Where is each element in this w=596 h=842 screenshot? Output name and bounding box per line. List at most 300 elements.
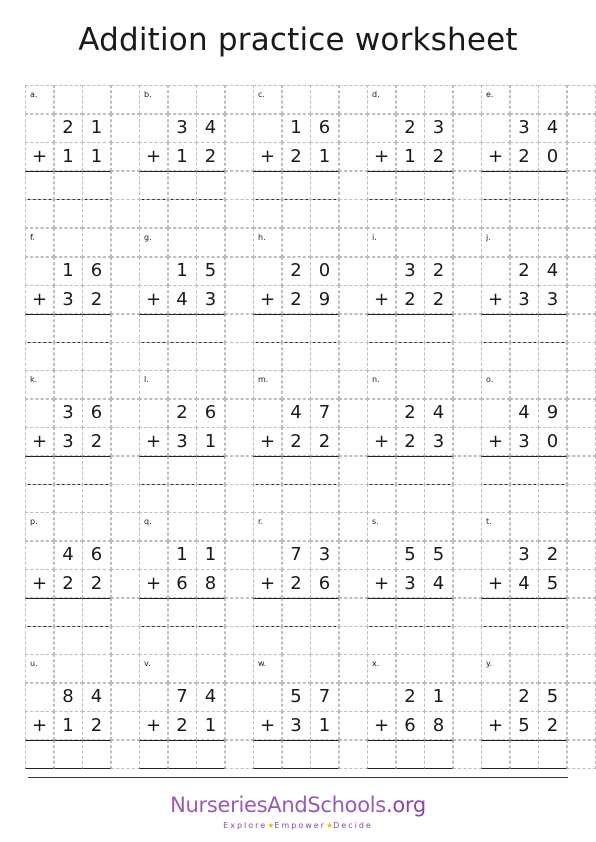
addend-digit: 2 bbox=[424, 142, 453, 171]
grid-cell bbox=[310, 512, 339, 541]
grid-cell bbox=[538, 626, 567, 655]
grid-cell bbox=[282, 228, 311, 257]
addend-digit: 6 bbox=[82, 399, 111, 428]
grid-cell bbox=[111, 598, 140, 627]
problem-label: g. bbox=[139, 228, 168, 257]
grid-cell bbox=[111, 427, 140, 456]
grid-cell bbox=[310, 456, 339, 485]
grid-cell bbox=[367, 399, 396, 428]
grid-cell bbox=[82, 228, 111, 257]
tagline-decide: Decide bbox=[333, 821, 373, 830]
grid-cell bbox=[196, 199, 225, 228]
grid-cell bbox=[253, 342, 282, 371]
grid-cell bbox=[54, 512, 83, 541]
grid-cell bbox=[310, 654, 339, 683]
grid-cell bbox=[253, 456, 282, 485]
addend-digit: 3 bbox=[54, 285, 83, 314]
grid-cell bbox=[424, 456, 453, 485]
addend-digit: 2 bbox=[538, 711, 567, 740]
grid-cell bbox=[453, 314, 482, 343]
addend-digit: 5 bbox=[282, 683, 311, 712]
grid-cell bbox=[453, 114, 482, 143]
grid-cell bbox=[282, 314, 311, 343]
grid-cell bbox=[111, 740, 140, 769]
grid-cell bbox=[339, 654, 368, 683]
grid-cell bbox=[339, 342, 368, 371]
grid-cell bbox=[282, 342, 311, 371]
star-icon: ★ bbox=[325, 821, 334, 830]
addend-digit: 7 bbox=[310, 683, 339, 712]
grid-cell bbox=[168, 598, 197, 627]
grid-cell bbox=[396, 370, 425, 399]
addend-digit: 5 bbox=[538, 569, 567, 598]
problem-label: a. bbox=[25, 85, 54, 114]
problem-label: q. bbox=[139, 512, 168, 541]
grid-cell bbox=[538, 456, 567, 485]
grid-cell bbox=[253, 541, 282, 570]
plus-sign: + bbox=[139, 711, 168, 740]
grid-cell bbox=[196, 85, 225, 114]
addend-digit: 4 bbox=[510, 399, 539, 428]
addend-digit: 3 bbox=[510, 285, 539, 314]
grid-cell bbox=[82, 456, 111, 485]
addend-digit: 4 bbox=[82, 683, 111, 712]
grid-cell bbox=[196, 484, 225, 513]
grid-cell bbox=[168, 740, 197, 769]
grid-cell bbox=[111, 370, 140, 399]
addend-digit: 4 bbox=[54, 541, 83, 570]
grid-cell bbox=[25, 484, 54, 513]
addend-digit: 1 bbox=[196, 541, 225, 570]
grid-cell bbox=[111, 541, 140, 570]
grid-cell bbox=[139, 171, 168, 200]
addend-digit: 2 bbox=[396, 114, 425, 143]
grid-cell bbox=[196, 314, 225, 343]
grid-cell bbox=[339, 598, 368, 627]
grid-cell bbox=[225, 399, 254, 428]
plus-sign: + bbox=[253, 427, 282, 456]
addend-digit: 5 bbox=[396, 541, 425, 570]
grid-cell bbox=[510, 626, 539, 655]
grid-cell bbox=[396, 740, 425, 769]
addend-digit: 2 bbox=[54, 114, 83, 143]
problem-label: v. bbox=[139, 654, 168, 683]
grid-cell bbox=[453, 427, 482, 456]
grid-cell bbox=[225, 314, 254, 343]
grid-cell bbox=[510, 228, 539, 257]
addend-digit: 2 bbox=[310, 427, 339, 456]
grid-cell bbox=[139, 626, 168, 655]
grid-cell bbox=[567, 541, 596, 570]
grid-cell bbox=[54, 654, 83, 683]
tagline-explore: Explore bbox=[223, 821, 268, 830]
grid-cell bbox=[339, 399, 368, 428]
grid-cell bbox=[196, 342, 225, 371]
plus-sign: + bbox=[481, 285, 510, 314]
addend-digit: 2 bbox=[54, 569, 83, 598]
grid-cell bbox=[139, 740, 168, 769]
grid-cell bbox=[253, 114, 282, 143]
grid-cell bbox=[367, 484, 396, 513]
grid-cell bbox=[453, 711, 482, 740]
addend-digit: 3 bbox=[396, 257, 425, 286]
grid-cell bbox=[310, 598, 339, 627]
addend-digit: 1 bbox=[168, 142, 197, 171]
grid-cell bbox=[225, 484, 254, 513]
grid-cell bbox=[111, 257, 140, 286]
grid-cell bbox=[168, 314, 197, 343]
addend-digit: 6 bbox=[310, 114, 339, 143]
grid-cell bbox=[139, 199, 168, 228]
addend-digit: 2 bbox=[424, 257, 453, 286]
grid-cell bbox=[367, 626, 396, 655]
grid-cell bbox=[339, 427, 368, 456]
plus-sign: + bbox=[481, 711, 510, 740]
grid-cell bbox=[481, 740, 510, 769]
grid-cell bbox=[168, 85, 197, 114]
grid-cell bbox=[111, 484, 140, 513]
grid-cell bbox=[538, 484, 567, 513]
grid-cell bbox=[453, 399, 482, 428]
grid-cell bbox=[481, 484, 510, 513]
grid-cell bbox=[367, 314, 396, 343]
problem-label: h. bbox=[253, 228, 282, 257]
grid-cell bbox=[339, 114, 368, 143]
grid-cell bbox=[538, 314, 567, 343]
addend-digit: 3 bbox=[54, 399, 83, 428]
grid-cell bbox=[282, 740, 311, 769]
grid-cell bbox=[225, 142, 254, 171]
addend-digit: 3 bbox=[168, 427, 197, 456]
grid-cell bbox=[453, 228, 482, 257]
grid-cell bbox=[424, 370, 453, 399]
grid-cell bbox=[139, 314, 168, 343]
addend-digit: 7 bbox=[310, 399, 339, 428]
grid-cell bbox=[396, 314, 425, 343]
grid-cell bbox=[196, 598, 225, 627]
grid-cell bbox=[567, 484, 596, 513]
grid-cell bbox=[339, 314, 368, 343]
grid-cell bbox=[282, 370, 311, 399]
addend-digit: 5 bbox=[538, 683, 567, 712]
grid-cell bbox=[424, 199, 453, 228]
addend-digit: 5 bbox=[196, 257, 225, 286]
grid-cell bbox=[225, 285, 254, 314]
addend-digit: 1 bbox=[168, 257, 197, 286]
grid-cell bbox=[510, 199, 539, 228]
grid-cell bbox=[54, 370, 83, 399]
grid-cell bbox=[25, 342, 54, 371]
grid-cell bbox=[54, 228, 83, 257]
grid-cell bbox=[481, 257, 510, 286]
addend-digit: 2 bbox=[82, 285, 111, 314]
grid-cell bbox=[82, 342, 111, 371]
addend-digit: 2 bbox=[282, 257, 311, 286]
grid-cell bbox=[567, 569, 596, 598]
grid-cell bbox=[111, 285, 140, 314]
grid-cell bbox=[567, 512, 596, 541]
addend-digit: 4 bbox=[424, 569, 453, 598]
grid-cell bbox=[25, 399, 54, 428]
addend-digit: 1 bbox=[196, 427, 225, 456]
plus-sign: + bbox=[481, 427, 510, 456]
grid-cell bbox=[510, 370, 539, 399]
addend-digit: 8 bbox=[54, 683, 83, 712]
grid-cell bbox=[168, 370, 197, 399]
grid-cell bbox=[111, 342, 140, 371]
grid-cell bbox=[196, 228, 225, 257]
grid-cell bbox=[253, 484, 282, 513]
grid-cell bbox=[225, 114, 254, 143]
grid-cell bbox=[25, 626, 54, 655]
grid-cell bbox=[453, 569, 482, 598]
grid-cell bbox=[111, 228, 140, 257]
grid-cell bbox=[538, 171, 567, 200]
grid-cell bbox=[538, 342, 567, 371]
grid-cell bbox=[339, 711, 368, 740]
addend-digit: 7 bbox=[168, 683, 197, 712]
grid-cell bbox=[567, 257, 596, 286]
addend-digit: 2 bbox=[282, 569, 311, 598]
grid-cell bbox=[25, 314, 54, 343]
grid-cell bbox=[282, 626, 311, 655]
grid-cell bbox=[111, 114, 140, 143]
grid-cell bbox=[339, 142, 368, 171]
grid-cell bbox=[453, 85, 482, 114]
grid-cell bbox=[253, 626, 282, 655]
problem-label: b. bbox=[139, 85, 168, 114]
addend-digit: 4 bbox=[196, 114, 225, 143]
problem-label: k. bbox=[25, 370, 54, 399]
grid-cell bbox=[196, 626, 225, 655]
grid-cell bbox=[196, 370, 225, 399]
grid-cell bbox=[367, 740, 396, 769]
problem-label: r. bbox=[253, 512, 282, 541]
grid-cell bbox=[339, 626, 368, 655]
grid-cell bbox=[396, 512, 425, 541]
grid-cell bbox=[82, 199, 111, 228]
grid-cell bbox=[225, 342, 254, 371]
grid-cell bbox=[111, 314, 140, 343]
plus-sign: + bbox=[25, 711, 54, 740]
addend-digit: 2 bbox=[510, 257, 539, 286]
grid-cell bbox=[253, 399, 282, 428]
addend-digit: 8 bbox=[424, 711, 453, 740]
grid-cell bbox=[310, 370, 339, 399]
addend-digit: 2 bbox=[424, 285, 453, 314]
grid-cell bbox=[567, 228, 596, 257]
addend-digit: 3 bbox=[510, 427, 539, 456]
addend-digit: 2 bbox=[82, 711, 111, 740]
grid-cell bbox=[367, 114, 396, 143]
grid-cell bbox=[225, 171, 254, 200]
addend-digit: 2 bbox=[538, 541, 567, 570]
grid-cell bbox=[396, 598, 425, 627]
grid-cell bbox=[54, 598, 83, 627]
grid-cell bbox=[481, 541, 510, 570]
addend-digit: 1 bbox=[310, 711, 339, 740]
problem-label: e. bbox=[481, 85, 510, 114]
grid-cell bbox=[567, 683, 596, 712]
plus-sign: + bbox=[481, 569, 510, 598]
grid-cell bbox=[481, 314, 510, 343]
addend-digit: 3 bbox=[424, 114, 453, 143]
grid-cell bbox=[111, 569, 140, 598]
grid-cell bbox=[453, 512, 482, 541]
addend-digit: 2 bbox=[396, 427, 425, 456]
grid-cell bbox=[168, 342, 197, 371]
addend-digit: 3 bbox=[396, 569, 425, 598]
plus-sign: + bbox=[367, 285, 396, 314]
grid-cell bbox=[567, 370, 596, 399]
grid-cell bbox=[82, 740, 111, 769]
grid-cell bbox=[396, 456, 425, 485]
grid-cell bbox=[282, 199, 311, 228]
grid-cell bbox=[339, 740, 368, 769]
addend-digit: 2 bbox=[510, 683, 539, 712]
addend-digit: 1 bbox=[396, 142, 425, 171]
grid-cell bbox=[510, 342, 539, 371]
grid-cell bbox=[54, 314, 83, 343]
logo-text: NurseriesAndSchools bbox=[170, 793, 386, 817]
addend-digit: 0 bbox=[538, 142, 567, 171]
grid-cell bbox=[339, 257, 368, 286]
grid-cell bbox=[510, 85, 539, 114]
grid-cell bbox=[567, 114, 596, 143]
grid-cell bbox=[481, 598, 510, 627]
grid-cell bbox=[310, 484, 339, 513]
grid-cell bbox=[111, 626, 140, 655]
problem-label: l. bbox=[139, 370, 168, 399]
addend-digit: 2 bbox=[82, 569, 111, 598]
plus-sign: + bbox=[367, 569, 396, 598]
plus-sign: + bbox=[139, 285, 168, 314]
grid-cell bbox=[139, 114, 168, 143]
footer-divider bbox=[28, 777, 568, 778]
addend-digit: 4 bbox=[196, 683, 225, 712]
addend-digit: 2 bbox=[396, 399, 425, 428]
grid-cell bbox=[82, 654, 111, 683]
grid-cell bbox=[481, 171, 510, 200]
grid-cell bbox=[567, 711, 596, 740]
grid-cell bbox=[54, 85, 83, 114]
grid-cell bbox=[567, 399, 596, 428]
grid-cell bbox=[453, 370, 482, 399]
grid-cell bbox=[168, 199, 197, 228]
addend-digit: 4 bbox=[538, 114, 567, 143]
addend-digit: 6 bbox=[82, 541, 111, 570]
problem-label: x. bbox=[367, 654, 396, 683]
grid-cell bbox=[310, 314, 339, 343]
grid-cell bbox=[82, 370, 111, 399]
grid-cell bbox=[424, 598, 453, 627]
grid-cell bbox=[282, 484, 311, 513]
addend-digit: 2 bbox=[396, 285, 425, 314]
grid-cell bbox=[567, 171, 596, 200]
grid-cell bbox=[168, 654, 197, 683]
addend-digit: 4 bbox=[510, 569, 539, 598]
grid-cell bbox=[567, 626, 596, 655]
grid-cell bbox=[225, 626, 254, 655]
grid-cell bbox=[510, 484, 539, 513]
grid-cell bbox=[82, 626, 111, 655]
addend-digit: 1 bbox=[54, 142, 83, 171]
grid-cell bbox=[453, 171, 482, 200]
grid-cell bbox=[168, 171, 197, 200]
grid-cell bbox=[567, 456, 596, 485]
grid-cell bbox=[25, 541, 54, 570]
grid-cell bbox=[25, 114, 54, 143]
addend-digit: 6 bbox=[168, 569, 197, 598]
problem-label: o. bbox=[481, 370, 510, 399]
grid-cell bbox=[339, 171, 368, 200]
grid-cell bbox=[453, 541, 482, 570]
addend-digit: 2 bbox=[282, 142, 311, 171]
grid-cell bbox=[225, 257, 254, 286]
grid-cell bbox=[424, 228, 453, 257]
grid-cell bbox=[367, 598, 396, 627]
grid-cell bbox=[567, 199, 596, 228]
grid-cell bbox=[168, 484, 197, 513]
grid-cell bbox=[225, 654, 254, 683]
plus-sign: + bbox=[253, 142, 282, 171]
grid-cell bbox=[538, 370, 567, 399]
grid-cell bbox=[367, 257, 396, 286]
grid-cell bbox=[25, 598, 54, 627]
grid-cell bbox=[367, 456, 396, 485]
grid-cell bbox=[168, 626, 197, 655]
grid-cell bbox=[139, 598, 168, 627]
grid-cell bbox=[481, 683, 510, 712]
addend-digit: 7 bbox=[282, 541, 311, 570]
problem-label: y. bbox=[481, 654, 510, 683]
addend-digit: 1 bbox=[310, 142, 339, 171]
grid-cell bbox=[253, 257, 282, 286]
grid-cell bbox=[282, 512, 311, 541]
grid-cell bbox=[339, 683, 368, 712]
addend-digit: 2 bbox=[168, 711, 197, 740]
grid-cell bbox=[424, 171, 453, 200]
star-icon: ★ bbox=[267, 821, 275, 830]
grid-cell bbox=[225, 85, 254, 114]
addend-digit: 2 bbox=[196, 142, 225, 171]
grid-cell bbox=[139, 399, 168, 428]
grid-cell bbox=[139, 484, 168, 513]
site-logo bbox=[0, 793, 596, 817]
addend-digit: 2 bbox=[510, 142, 539, 171]
grid-cell bbox=[225, 541, 254, 570]
addend-digit: 1 bbox=[424, 683, 453, 712]
addend-digit: 1 bbox=[168, 541, 197, 570]
grid-cell bbox=[196, 171, 225, 200]
grid-cell bbox=[310, 228, 339, 257]
grid-cell bbox=[111, 171, 140, 200]
grid-cell bbox=[396, 171, 425, 200]
addend-digit: 3 bbox=[282, 711, 311, 740]
grid-cell bbox=[367, 342, 396, 371]
grid-cell bbox=[111, 512, 140, 541]
addend-digit: 2 bbox=[282, 427, 311, 456]
grid-cell bbox=[339, 228, 368, 257]
grid-cell bbox=[567, 142, 596, 171]
grid-cell bbox=[253, 314, 282, 343]
grid-cell bbox=[453, 199, 482, 228]
plus-sign: + bbox=[25, 427, 54, 456]
grid-cell bbox=[139, 456, 168, 485]
grid-cell bbox=[139, 541, 168, 570]
addend-digit: 3 bbox=[510, 114, 539, 143]
addend-digit: 2 bbox=[168, 399, 197, 428]
